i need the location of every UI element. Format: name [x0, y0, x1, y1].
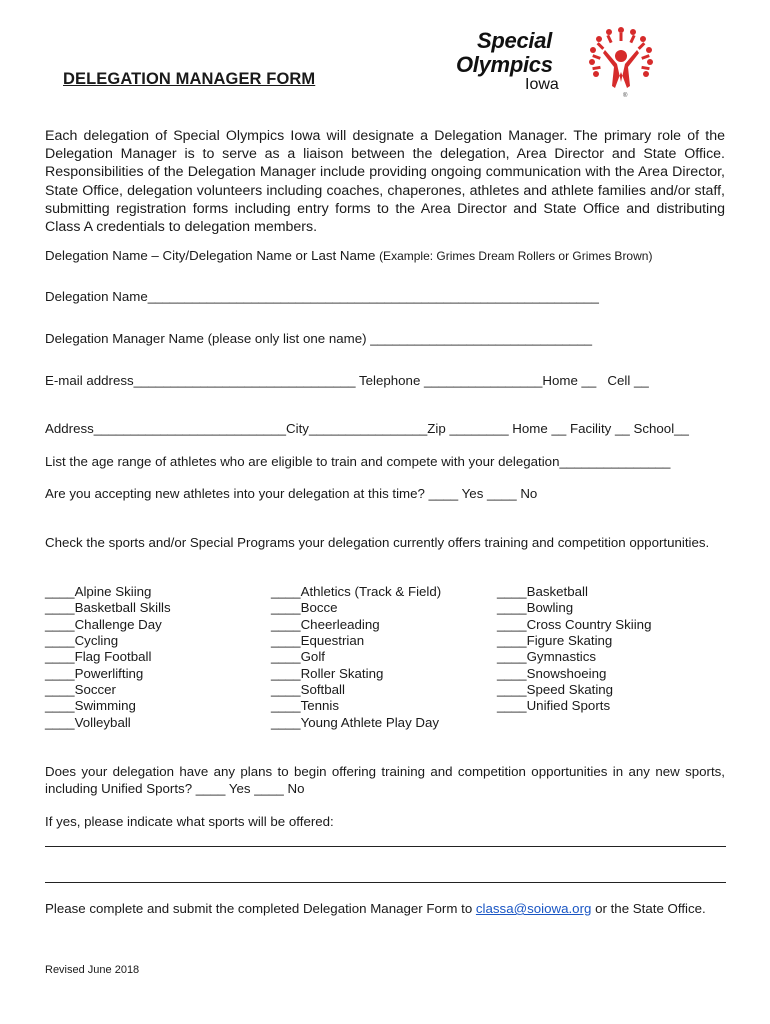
sport-item[interactable]: ____Softball — [271, 682, 345, 698]
sport-item[interactable]: ____Cheerleading — [271, 616, 380, 632]
intro-paragraph: Each delegation of Special Olympics Iowa will designate a Delegation Manager. The primary role of the Delegation Manager is to serve as a liaison between the delegation, Area Director and State Office. Responsibilities of the Delegation Manager include providing ongoing communication with the Area Director, State Office, delegation volunteers including coaches, chaperones, athletes and athlete families and/or staff, submitting registration forms including entry forms to the Area Director and State Office and distributing Class A credentials to delegation members. — [45, 128, 725, 236]
sport-item[interactable]: ____Basketball — [497, 584, 588, 599]
page-title: DELEGATION MANAGER FORM — [63, 70, 316, 88]
email-phone-field[interactable]: E-mail address______________________________ Telephone ________________Home __ Cell __ — [45, 373, 649, 388]
if-yes-prompt: If yes, please indicate what sports will be offered: — [45, 814, 334, 829]
sport-item[interactable]: ____Gymnastics — [497, 649, 597, 665]
sport-item[interactable]: ____Volleyball — [45, 714, 131, 730]
sport-item[interactable]: ____Unified Sports — [497, 698, 611, 714]
sport-item[interactable]: ____Basketball Skills — [45, 600, 171, 616]
sport-item[interactable]: ____Bowling — [497, 600, 574, 616]
hint-text: Delegation Name – City/Delegation Name or Last Name — [45, 248, 380, 263]
address-field[interactable]: Address__________________________City________________Zip ________ Home __ Facility __ School__ — [45, 421, 689, 436]
age-range-field[interactable]: List the age range of athletes who are eligible to train and compete with your delegation_______________ — [45, 454, 671, 469]
submit-text-before: Please complete and submit the completed Delegation Manager Form to — [45, 901, 476, 916]
special-olympics-iowa-logo — [455, 22, 660, 102]
sport-item[interactable]: ____Golf — [271, 649, 325, 665]
logo-text-special: Special — [477, 28, 552, 53]
sports-prompt: Check the sports and/or Special Programs your delegation currently offers training and competition opportunities. — [45, 535, 710, 550]
sport-item[interactable]: ____Cross Country Skiing — [497, 616, 652, 632]
submit-email-link[interactable]: classa@soiowa.org — [475, 901, 592, 916]
sport-item[interactable]: ____Roller Skating — [271, 665, 384, 681]
sport-item[interactable]: ____Athletics (Track & Field) — [271, 584, 442, 599]
accepting-athletes-field[interactable]: Are you accepting new athletes into your delegation at this time? ____ Yes ____ No — [45, 486, 538, 501]
submit-instructions — [45, 901, 725, 918]
delegation-name-hint — [45, 248, 652, 263]
new-sports-question[interactable]: Does your delegation have any plans to begin offering training and competition opportunities in any new sports, including Unified Sports? ____ Yes ____ No — [45, 764, 725, 796]
sport-item[interactable]: ____Swimming — [45, 698, 136, 714]
special-olympics-figure-icon — [583, 22, 659, 100]
sport-item[interactable]: ____Soccer — [45, 682, 116, 698]
sport-item[interactable]: ____Challenge Day — [45, 616, 162, 632]
hint-example: (Example: Grimes Dream Rollers or Grimes Brown) — [379, 249, 653, 263]
submit-text-after: or the State Office. — [591, 901, 706, 916]
answer-line-2[interactable] — [45, 882, 726, 883]
sports-column-1 — [45, 584, 171, 731]
sports-column-3 — [497, 584, 651, 715]
logo-text-olympics: Olympics — [456, 52, 553, 77]
sport-item[interactable]: ____Tennis — [271, 698, 340, 714]
sport-item[interactable]: ____Alpine Skiing — [45, 584, 152, 599]
svg-text:®: ® — [623, 93, 628, 99]
manager-name-field[interactable]: Delegation Manager Name (please only list one name) ______________________________ — [45, 331, 593, 346]
sport-item[interactable]: ____Flag Football — [45, 649, 152, 665]
sport-item[interactable]: ____Equestrian — [271, 633, 365, 649]
sport-item[interactable]: ____Speed Skating — [497, 682, 614, 698]
revision-date: Revised June 2018 — [45, 964, 140, 976]
sport-item[interactable]: ____Young Athlete Play Day — [271, 714, 440, 730]
sports-column-2 — [271, 584, 441, 731]
logo-text-iowa: Iowa — [525, 76, 559, 93]
sport-item[interactable]: ____Powerlifting — [45, 665, 144, 681]
sport-item[interactable]: ____Cycling — [45, 633, 119, 649]
sport-item[interactable]: ____Figure Skating — [497, 633, 613, 649]
delegation-name-field[interactable]: Delegation Name_____________________________________________________________ — [45, 289, 599, 304]
answer-line-1[interactable] — [45, 846, 726, 847]
sport-item[interactable]: ____Snowshoeing — [497, 665, 607, 681]
sport-item[interactable]: ____Bocce — [271, 600, 338, 616]
